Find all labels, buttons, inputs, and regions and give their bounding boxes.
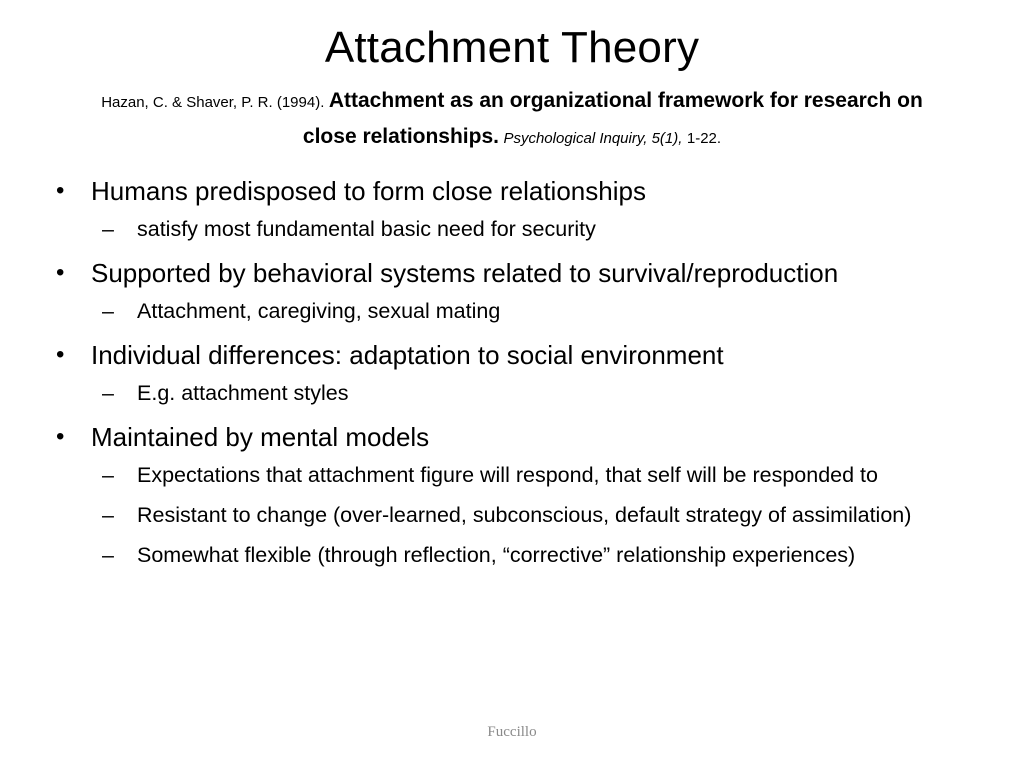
bullet-text: Supported by behavioral systems related to survival/reproduction [91,258,839,288]
sub-bullet-item [56,376,956,410]
sub-bullet-text: Expectations that attachment figure will respond, that self will be responded to [137,463,878,487]
sub-bullet-text: Resistant to change (over-learned, subconscious, default strategy of assimilation) [137,503,912,527]
sub-bullet-text: E.g. attachment styles [137,381,349,405]
bullet-item [56,252,956,294]
sub-bullet-marker: – [102,503,114,527]
citation [90,84,934,156]
bullet-item [56,334,956,376]
sub-bullet-marker: – [102,463,114,487]
bullet-marker: • [56,341,65,368]
bullet-list [56,170,956,572]
bullet-marker: • [56,423,65,450]
citation-pages: 1-22. [686,130,722,147]
bullet-text: Humans predisposed to form close relationships [91,176,646,206]
bullet-text: Maintained by mental models [91,422,430,452]
sub-bullet-text: satisfy most fundamental basic need for security [137,217,596,241]
citation-journal: Psychological Inquiry, 5(1), [503,130,683,147]
sub-bullet-text: Somewhat flexible (through reflection, “corrective” relationship experiences) [137,543,856,567]
citation-article-title: Attachment as an organizational framework for research on close relationships. [302,89,923,148]
sub-bullet-item [56,294,956,328]
footer-author: Fuccillo [487,724,537,740]
bullet-item [56,416,956,458]
bullet-marker: • [56,177,65,204]
sub-bullet-marker: – [102,299,114,323]
sub-bullet-item [56,458,956,492]
bullet-item [56,170,956,212]
citation-authors: Hazan, C. & Shaver, P. R. (1994). [101,94,325,111]
sub-bullet-text: Attachment, caregiving, sexual mating [137,299,501,323]
sub-bullet-item [56,498,956,532]
sub-bullet-marker: – [102,543,114,567]
bullet-text: Individual differences: adaptation to social environment [91,340,724,370]
sub-bullet-marker: – [102,381,114,405]
bullet-marker: • [56,259,65,286]
sub-bullet-item [56,538,956,572]
sub-bullet-item [56,212,956,246]
sub-bullet-marker: – [102,217,114,241]
slide-title: Attachment Theory [324,23,700,72]
